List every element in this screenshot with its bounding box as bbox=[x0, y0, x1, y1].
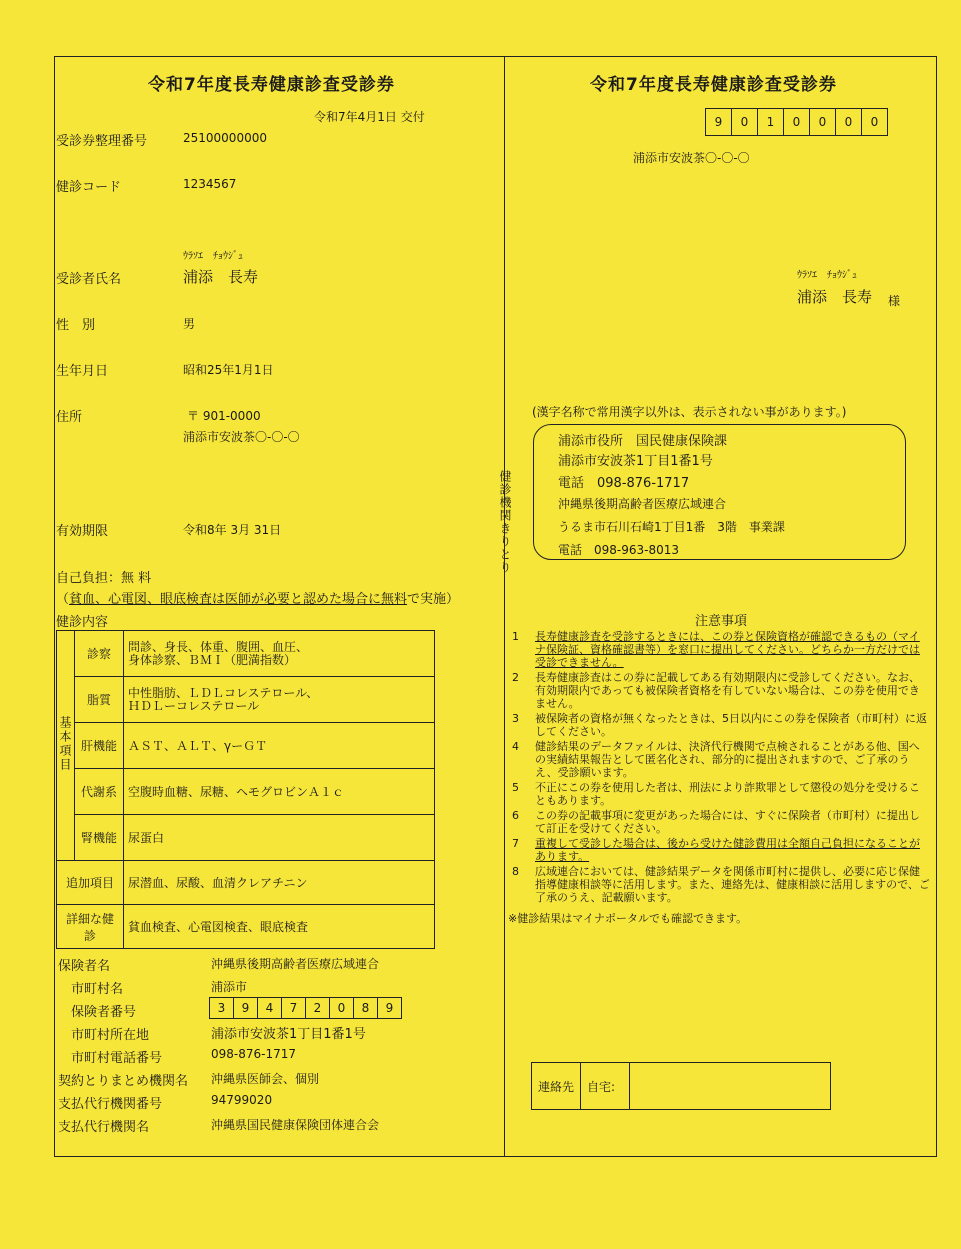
address-value: 浦添市安波茶〇-〇-〇 bbox=[183, 430, 300, 444]
note-item: 5 不正にこの券を使用した者は、刑法により詐欺罪として懲役の処分を受けることもあります。 bbox=[512, 781, 920, 807]
sex-label: 性 別 bbox=[56, 318, 96, 333]
right-title: 令和7年度長寿健康診査受診券 bbox=[590, 75, 837, 95]
note-item: 8 広域連合においては、健診結果データを関係市町村に提供し、必要に応じ保健指導健康相談等に活用します。また、連絡先は、健康相談に活用しますので、ご了承のうえ、記載願います。 bbox=[512, 865, 930, 904]
digit-box: 9 bbox=[385, 1001, 394, 1015]
extra-items: 尿潜血、尿酸、血清クレアチニン bbox=[124, 861, 435, 905]
notes-title: 注意事項 bbox=[695, 614, 748, 629]
digit-box: 0 bbox=[784, 109, 810, 135]
digit-box: 9 bbox=[706, 109, 732, 135]
digit-box: 2 bbox=[306, 998, 330, 1018]
exam-cat: 診察 bbox=[75, 631, 124, 677]
office2-name: 沖縄県後期高齢者医療広域連合 bbox=[558, 497, 727, 511]
note-item: 3 被保険者の資格が無くなったときは、5日以内にこの券を保険者（市町村）に返してください。 bbox=[512, 712, 927, 738]
office1-name: 浦添市役所 国民健康保険課 bbox=[558, 434, 728, 449]
recipient-address: 浦添市安波茶〇-〇-〇 bbox=[633, 151, 750, 165]
insurer-label: 保険者名 bbox=[58, 959, 111, 974]
digit-box: 7 bbox=[282, 998, 306, 1018]
portal-note: ※健診結果はマイナポータルでも確認できます。 bbox=[508, 912, 748, 925]
extra-cat: 追加項目 bbox=[57, 861, 124, 905]
note-item: 7 重複して受診した場合は、後から受けた健診費用は全額自己負担になることがあります。 bbox=[512, 837, 920, 863]
note-item: 6 この券の記載事項に変更があった場合には、すぐに保険者（市町村）に提出して訂正を受けてください。 bbox=[512, 809, 920, 835]
exam-items: 尿蛋白 bbox=[124, 815, 435, 861]
checkup-code: 1234567 bbox=[183, 177, 237, 191]
digit-box: 3 bbox=[210, 998, 234, 1018]
exam-items: 空腹時血糖、尿糖、ヘモグロビンＡ１ｃ bbox=[124, 769, 435, 815]
payer-no-label: 支払代行機関番号 bbox=[58, 1097, 163, 1112]
fold-text: 健診機関きりとり bbox=[498, 470, 512, 574]
postal-digit-boxes bbox=[705, 108, 888, 136]
exam-table bbox=[56, 630, 435, 949]
digit-box: 0 bbox=[732, 109, 758, 135]
digit-box: 0 bbox=[870, 115, 879, 129]
office1-address: 浦添市安波茶1丁目1番1号 bbox=[558, 454, 713, 469]
exam-cat: 肝機能 bbox=[75, 723, 124, 769]
detail-cat: 詳細な健診 bbox=[57, 905, 124, 949]
exam-cat: 代謝系 bbox=[75, 769, 124, 815]
exam-items: 問診、身長、体重、腹囲、血圧、 身体診察、ＢＭＩ（肥満指数） bbox=[124, 631, 435, 677]
digit-box: 4 bbox=[258, 998, 282, 1018]
note-item: 2 長寿健康診査はこの券に記載してある有効期限内に受診してください。なお、有効期限内であっても被保険者資格を有していない場合は、この券を使用できません。 bbox=[512, 671, 920, 710]
digit-box: 8 bbox=[354, 998, 378, 1018]
payer-value: 沖縄県国民健康保険団体連合会 bbox=[211, 1118, 380, 1132]
muni-value: 浦添市 bbox=[211, 980, 248, 994]
dob-value: 昭和25年1月1日 bbox=[183, 363, 274, 377]
muni-addr-value: 浦添市安波茶1丁目1番1号 bbox=[211, 1027, 366, 1042]
detail-items: 貧血検査、心電図検査、眼底検査 bbox=[124, 905, 435, 949]
note-item: 4 健診結果のデータファイルは、決済代行機関で点検されることがある他、国への実績結果報告として匿名化され、部分的に提出されますので、ご了承のうえ、受診願います。 bbox=[512, 740, 920, 779]
payer-label: 支払代行機関名 bbox=[58, 1120, 150, 1135]
digit-box: 1 bbox=[758, 109, 784, 135]
office2-tel: 電話 098-963-8013 bbox=[558, 543, 680, 557]
muni-label: 市町村名 bbox=[71, 982, 124, 997]
left-title: 令和7年度長寿健康診査受診券 bbox=[148, 75, 395, 95]
digit-box: 0 bbox=[810, 109, 836, 135]
contract-value: 沖縄県医師会、個別 bbox=[211, 1072, 320, 1086]
insurer-value: 沖縄県後期高齢者医療広域連合 bbox=[211, 957, 380, 971]
recipient-name: 浦添 長寿 bbox=[797, 288, 873, 306]
muni-tel-label: 市町村電話番号 bbox=[71, 1051, 163, 1066]
contact-label: 連絡先 bbox=[532, 1063, 581, 1109]
exam-cat: 腎機能 bbox=[75, 815, 124, 861]
basic-items-cell: 基本項目 bbox=[57, 631, 75, 861]
copay: 自己負担：無 料 bbox=[56, 571, 152, 586]
notes-list bbox=[510, 630, 930, 906]
office1-tel: 電話 098-876-1717 bbox=[558, 476, 690, 491]
honorific: 様 bbox=[888, 294, 901, 308]
perforation-line bbox=[504, 56, 505, 1157]
home-phone-field[interactable] bbox=[630, 1063, 830, 1109]
name-furigana: ｳﾗｿｴ ﾁｮｳｼﾞｭ bbox=[183, 251, 243, 262]
copay-note: （貧血、心電図、眼底検査は医師が必要と認めた場合に無料で実施） bbox=[56, 592, 460, 607]
note-item: 1 長寿健康診査を受診するときには、この券と保険資格が確認できるもの（マイナ保険証、資格確認書等）を窓口に提出してください。どちらか一方だけでは受診できません。 bbox=[512, 630, 920, 669]
patient-name: 浦添 長寿 bbox=[183, 268, 259, 286]
address-label: 住所 bbox=[56, 410, 83, 425]
insurer-no-label: 保険者番号 bbox=[71, 1005, 137, 1020]
valid-value: 令和8年 3月 31日 bbox=[183, 523, 282, 537]
exam-items: 中性脂肪、ＬＤＬコレステロール、 ＨＤＬーコレステロール bbox=[124, 677, 435, 723]
muni-addr-label: 市町村所在地 bbox=[71, 1028, 150, 1043]
office2-address: うるま市石川石崎1丁目1番 3階 事業課 bbox=[558, 520, 785, 534]
contract-label: 契約とりまとめ機関名 bbox=[58, 1074, 189, 1089]
postal-code: 〒 901-0000 bbox=[187, 409, 261, 423]
exam-cat: 脂質 bbox=[75, 677, 124, 723]
digit-box: 0 bbox=[330, 998, 354, 1018]
kanji-note: (漢字名称で常用漢字以外は、表示されない事があります。) bbox=[532, 405, 847, 419]
digit-box: 9 bbox=[234, 998, 258, 1018]
insurer-no-boxes bbox=[209, 997, 402, 1019]
ticket-no: 25100000000 bbox=[183, 131, 267, 145]
name-label: 受診者氏名 bbox=[56, 272, 122, 287]
home-label: 自宅: bbox=[581, 1063, 630, 1109]
valid-label: 有効期限 bbox=[56, 524, 109, 539]
ticket-no-label: 受診券整理番号 bbox=[56, 134, 148, 149]
sex-value: 男 bbox=[183, 317, 196, 331]
issue-date: 令和7年4月1日 交付 bbox=[314, 110, 425, 124]
contact-box bbox=[531, 1062, 831, 1110]
recipient-furigana: ｳﾗｿｴ ﾁｮｳｼﾞｭ bbox=[797, 270, 857, 281]
exam-items: ＡＳＴ、ＡＬＴ、γーＧＴ bbox=[124, 723, 435, 769]
dob-label: 生年月日 bbox=[56, 364, 109, 379]
checkup-code-label: 健診コード bbox=[56, 180, 122, 195]
content-label: 健診内容 bbox=[56, 615, 109, 630]
muni-tel-value: 098-876-1717 bbox=[211, 1047, 297, 1061]
digit-box: 0 bbox=[836, 109, 862, 135]
payer-no-value: 94799020 bbox=[211, 1093, 273, 1107]
